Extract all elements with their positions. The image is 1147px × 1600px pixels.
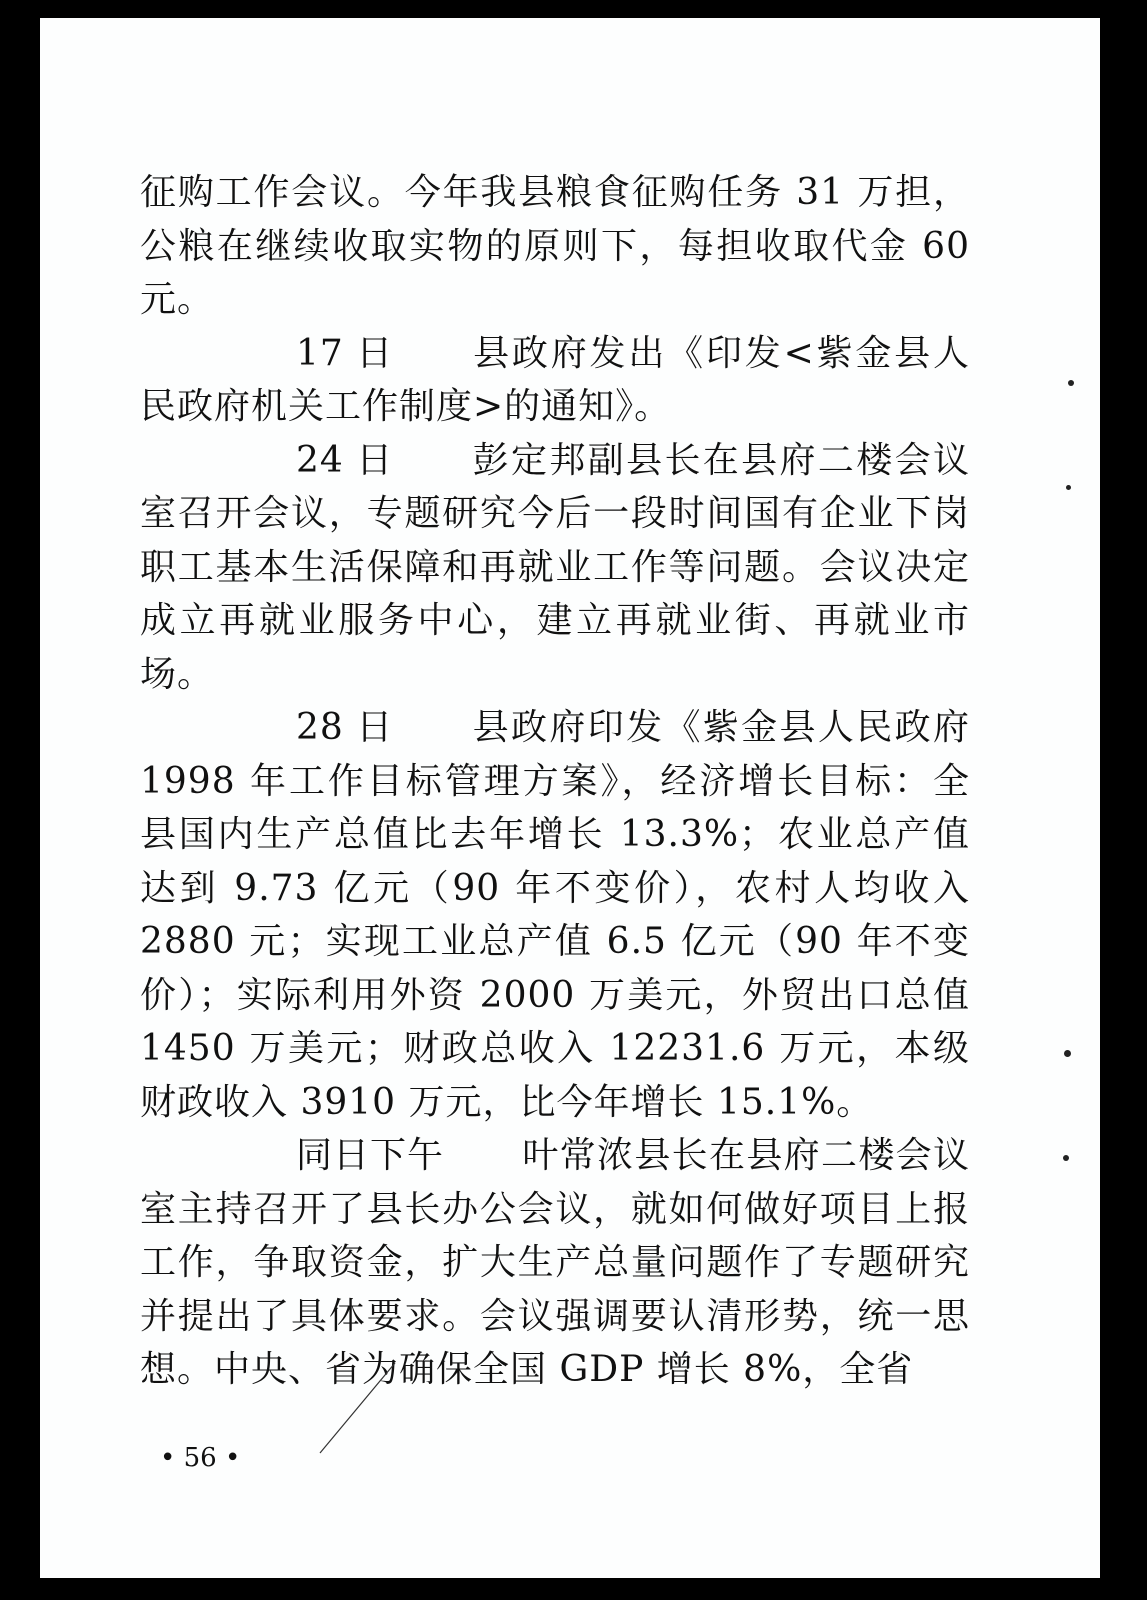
entry-24 — [140, 434, 970, 702]
paragraph-continuation — [140, 166, 970, 327]
scan-speck — [1064, 1050, 1071, 1057]
page-number: • 56 • — [160, 1443, 241, 1473]
scan-speck — [1068, 380, 1074, 386]
entry-date: 17 日 — [296, 332, 394, 374]
entry-28 — [140, 701, 970, 1129]
entry-date: 28 日 — [296, 707, 394, 748]
paragraph-text: 彭定邦副县长在县府二楼会议室召开会议，专题研究今后一段时间国有企业下岗职工基本生活保障和再就业工作等问题。会议决定成立再就业服务中心，建立再就业街、再就业市场。 — [140, 439, 970, 695]
scan-speck — [1063, 1155, 1069, 1161]
pen-stroke-mark — [280, 1358, 400, 1458]
entry-17 — [140, 327, 970, 434]
entry-date: 同日下午 — [296, 1135, 445, 1176]
paragraph-text: 征购工作会议。今年我县粮食征购任务 31 万担，公粮在继续收取实物的原则下，每担收取代金 60 元。 — [140, 172, 970, 320]
paragraph-text: 县政府发出《印发<紫金县人民政府机关工作制度>的通知》。 — [140, 332, 970, 427]
paragraph-text: 县政府印发《紫金县人民政府 1998 年工作目标管理方案》，经济增长目标：全县国内生产总值比去年增长 13.3%；农业总产值达到 9.73 亿元（90 年不变价），农村人均收入 2880 元；实现工业总产值 6.5 亿元（90 年不变价）；实际利用外资 2000 万美元，外贸出口总值 1450 万美元；财政总收入 12231.6 万元，本级财政收入 3910 万元，比今年增长 15.1%。 — [140, 707, 970, 1123]
document-page — [40, 18, 1100, 1578]
body-text — [140, 166, 970, 1397]
entry-same-day-afternoon — [140, 1129, 970, 1397]
entry-date: 24 日 — [296, 439, 394, 481]
scan-speck — [1066, 485, 1071, 490]
paragraph-text: 叶常浓县长在县府二楼会议室主持召开了县长办公会议，就如何做好项目上报工作，争取资金，扩大生产总量问题作了专题研究并提出了具体要求。会议强调要认清形势，统一思想。中央、省为确保全国 GDP 增长 8%，全省 — [140, 1135, 970, 1390]
